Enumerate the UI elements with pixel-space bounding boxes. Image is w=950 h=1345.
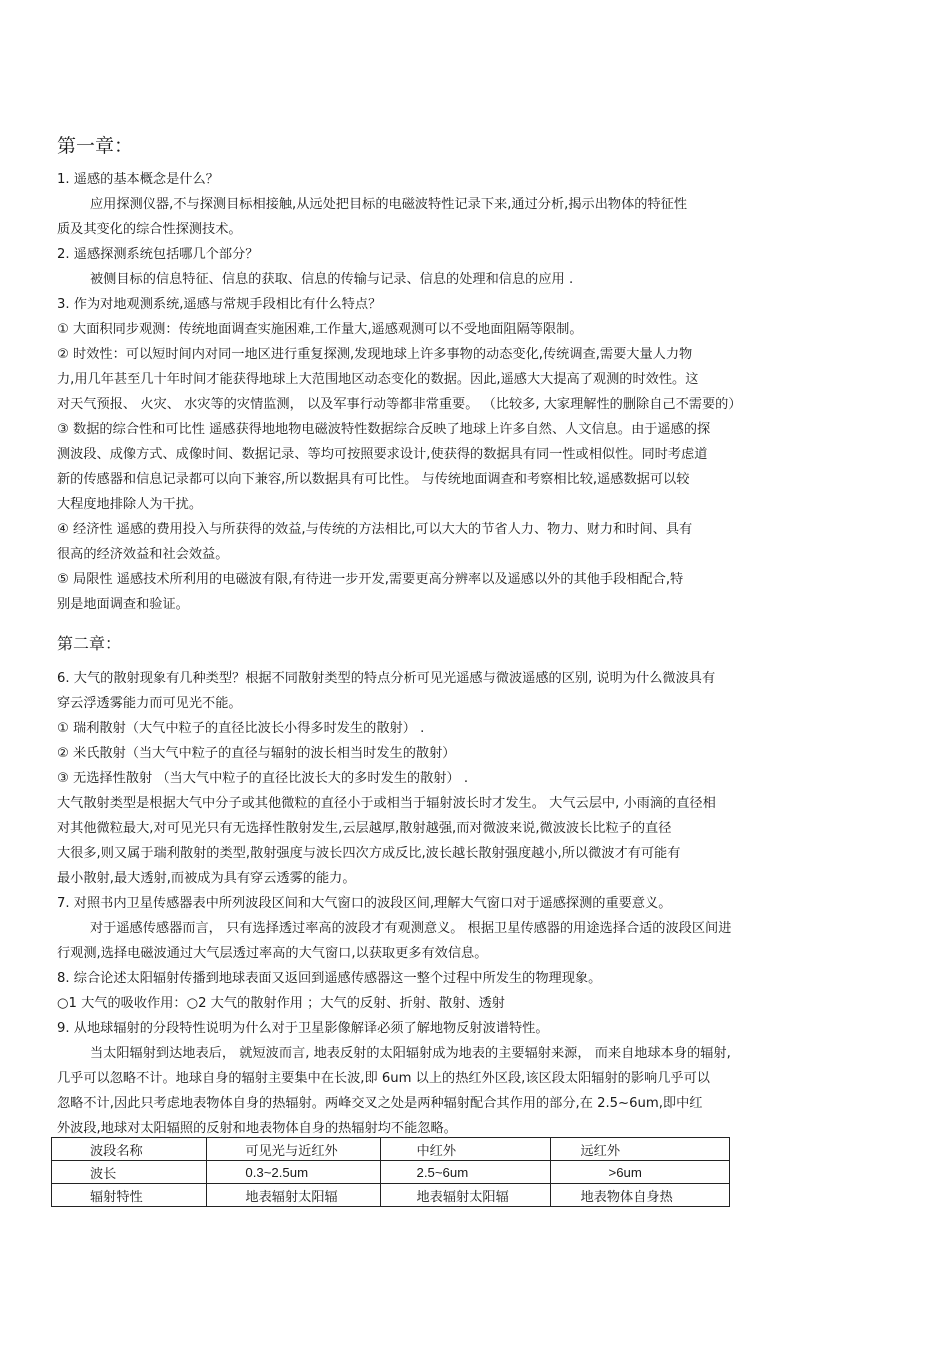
answer-line: 测波段、成像方式、成像时间、数据记录、等均可按照要求设计,使获得的数据具有同一性或相似性。同时考虑道 — [57, 447, 708, 462]
answer-line: 行观测,选择电磁波通过大气层透过率高的大气窗口,以获取更多有效信息。 — [57, 946, 488, 961]
answer-line: 穿云浮透雾能力而可见光不能。 — [57, 696, 242, 711]
answer-line: 对其他微粒最大,对可见光只有无选择性散射发生,云层越厚,散射越强,而对微波来说,微波波长比粒子的直径 — [57, 821, 672, 836]
table-cell: 波段名称 — [52, 1138, 207, 1161]
table-cell: 0.3~2.5um — [207, 1161, 380, 1184]
question-6: 6. 大气的散射现象有几种类型？根据不同散射类型的特点分析可见光遥感与微波遥感的区别, 说明为什么微波具有 — [57, 671, 716, 686]
question-9: 9. 从地球辐射的分段特性说明为什么对于卫星影像解译必须了解地物反射波谱特性。 — [57, 1021, 549, 1036]
answer-line: ③ 数据的综合性和可比性 遥感获得地地物电磁波特性数据综合反映了地球上许多自然、人文信息。由于遥感的探 — [57, 422, 711, 437]
answer-line: 对天气预报、 火灾、 水灾等的灾情监测， 以及军事行动等都非常重要。 （比较多, 大家理解性的删除自己不需要的） — [57, 397, 742, 412]
question-8: 8. 综合论述太阳辐射传播到地球表面又返回到遥感传感器这一整个过程中所发生的物理现象。 — [57, 971, 602, 986]
answer-line: 最小散射,最大透射,而被成为具有穿云透雾的能力。 — [57, 871, 356, 886]
table-cell: 波长 — [52, 1161, 207, 1184]
answer-line: 应用探测仪器,不与探测目标相接触,从远处把目标的电磁波特性记录下来,通过分析,揭示出物体的特征性 — [90, 197, 688, 212]
question-3: 3. 作为对地观测系统,遥感与常规手段相比有什么特点？ — [57, 297, 382, 312]
question-1: 1. 遥感的基本概念是什么？ — [57, 172, 219, 187]
table-cell: 地表物体自身热 — [550, 1184, 730, 1207]
question-7: 7. 对照书内卫星传感器表中所列波段区间和大气窗口的波段区间,理解大气窗口对于遥感探测的重要意义。 — [57, 896, 672, 911]
chapter-1-title: 第一章： — [57, 135, 134, 157]
answer-line: ○1 大气的吸收作用：○2 大气的散射作用 ；大气的反射、折射、散射、透射 — [57, 996, 505, 1011]
answer-line: 几乎可以忽略不计。地球自身的辐射主要集中在长波,即 6um 以上的热红外区段,该区段太阳辐射的影响几乎可以 — [57, 1071, 710, 1086]
answer-line: ① 大面积同步观测：传统地面调查实施困难,工作量大,遥感观测可以不受地面阻隔等限制。 — [57, 322, 583, 337]
table-cell: 中红外 — [380, 1138, 550, 1161]
table-cell: 可见光与近红外 — [207, 1138, 380, 1161]
answer-line: 当太阳辐射到达地表后， 就短波而言, 地表反射的太阳辐射成为地表的主要辐射来源， 而来自地球本身的辐射, — [90, 1046, 731, 1061]
table-cell: 辐射特性 — [52, 1184, 207, 1207]
table-cell: 地表辐射太阳辐 — [380, 1184, 550, 1207]
answer-line: 被侧目标的信息特征、信息的获取、信息的传输与记录、信息的处理和信息的应用 . — [90, 272, 574, 287]
answer-line: 别是地面调查和验证。 — [57, 597, 189, 612]
answer-line: 对于遥感传感器而言， 只有选择透过率高的波段才有观测意义。 根据卫星传感器的用途选择合适的波段区间进 — [90, 921, 732, 936]
answer-line: ① 瑞利散射（大气中粒子的直径比波长小得多时发生的散射） . — [57, 721, 425, 736]
table-cell: >6um — [550, 1161, 730, 1184]
answer-line: ④ 经济性 遥感的费用投入与所获得的效益,与传统的方法相比,可以大大的节省人力、物力、财力和时间、具有 — [57, 522, 693, 537]
answer-line: ② 米氏散射（当大气中粒子的直径与辐射的波长相当时发生的散射） — [57, 746, 456, 761]
table-row — [52, 1161, 730, 1184]
answer-line: 忽略不计,因此只考虑地表物体自身的热辐射。两峰交叉之处是两种辐射配合其作用的部分,在 2.5~6um,即中红 — [57, 1096, 703, 1111]
answer-line: 外波段,地球对太阳辐照的反射和地表物体自身的热辐射均不能忽略。 — [57, 1121, 457, 1136]
table-cell: 远红外 — [550, 1138, 730, 1161]
band-table — [51, 1137, 730, 1207]
chapter-2-title: 第二章： — [57, 634, 122, 653]
answer-line: ② 时效性：可以短时间内对同一地区进行重复探测,发现地球上许多事物的动态变化,传统调查,需要大量人力物 — [57, 347, 693, 362]
answer-line: ⑤ 局限性 遥感技术所利用的电磁波有限,有待进一步开发,需要更高分辨率以及遥感以外的其他手段相配合,特 — [57, 572, 684, 587]
answer-line: 质及其变化的综合性探测技术。 — [57, 222, 242, 237]
answer-line: ③ 无选择性散射 （当大气中粒子的直径比波长大的多时发生的散射） . — [57, 771, 469, 786]
answer-line: 大气散射类型是根据大气中分子或其他微粒的直径小于或相当于辐射波长时才发生。 大气云层中, 小雨滴的直径相 — [57, 796, 716, 811]
table-cell: 2.5~6um — [380, 1161, 550, 1184]
answer-line: 大很多,则又属于瑞利散射的类型,散射强度与波长四次方成反比,波长越长散射强度越小,所以微波才有可能有 — [57, 846, 681, 861]
answer-line: 新的传感器和信息记录都可以向下兼容,所以数据具有可比性。 与传统地面调查和考察相比较,遥感数据可以较 — [57, 472, 690, 487]
table-row — [52, 1184, 730, 1207]
answer-line: 大程度地排除人为干扰。 — [57, 497, 203, 512]
table-row — [52, 1138, 730, 1161]
question-2: 2. 遥感探测系统包括哪几个部分？ — [57, 247, 259, 262]
answer-line: 很高的经济效益和社会效益。 — [57, 547, 229, 562]
answer-line: 力,用几年甚至几十年时间才能获得地球上大范围地区动态变化的数据。因此,遥感大大提高了观测的时效性。这 — [57, 372, 699, 387]
table-cell: 地表辐射太阳辐 — [207, 1184, 380, 1207]
